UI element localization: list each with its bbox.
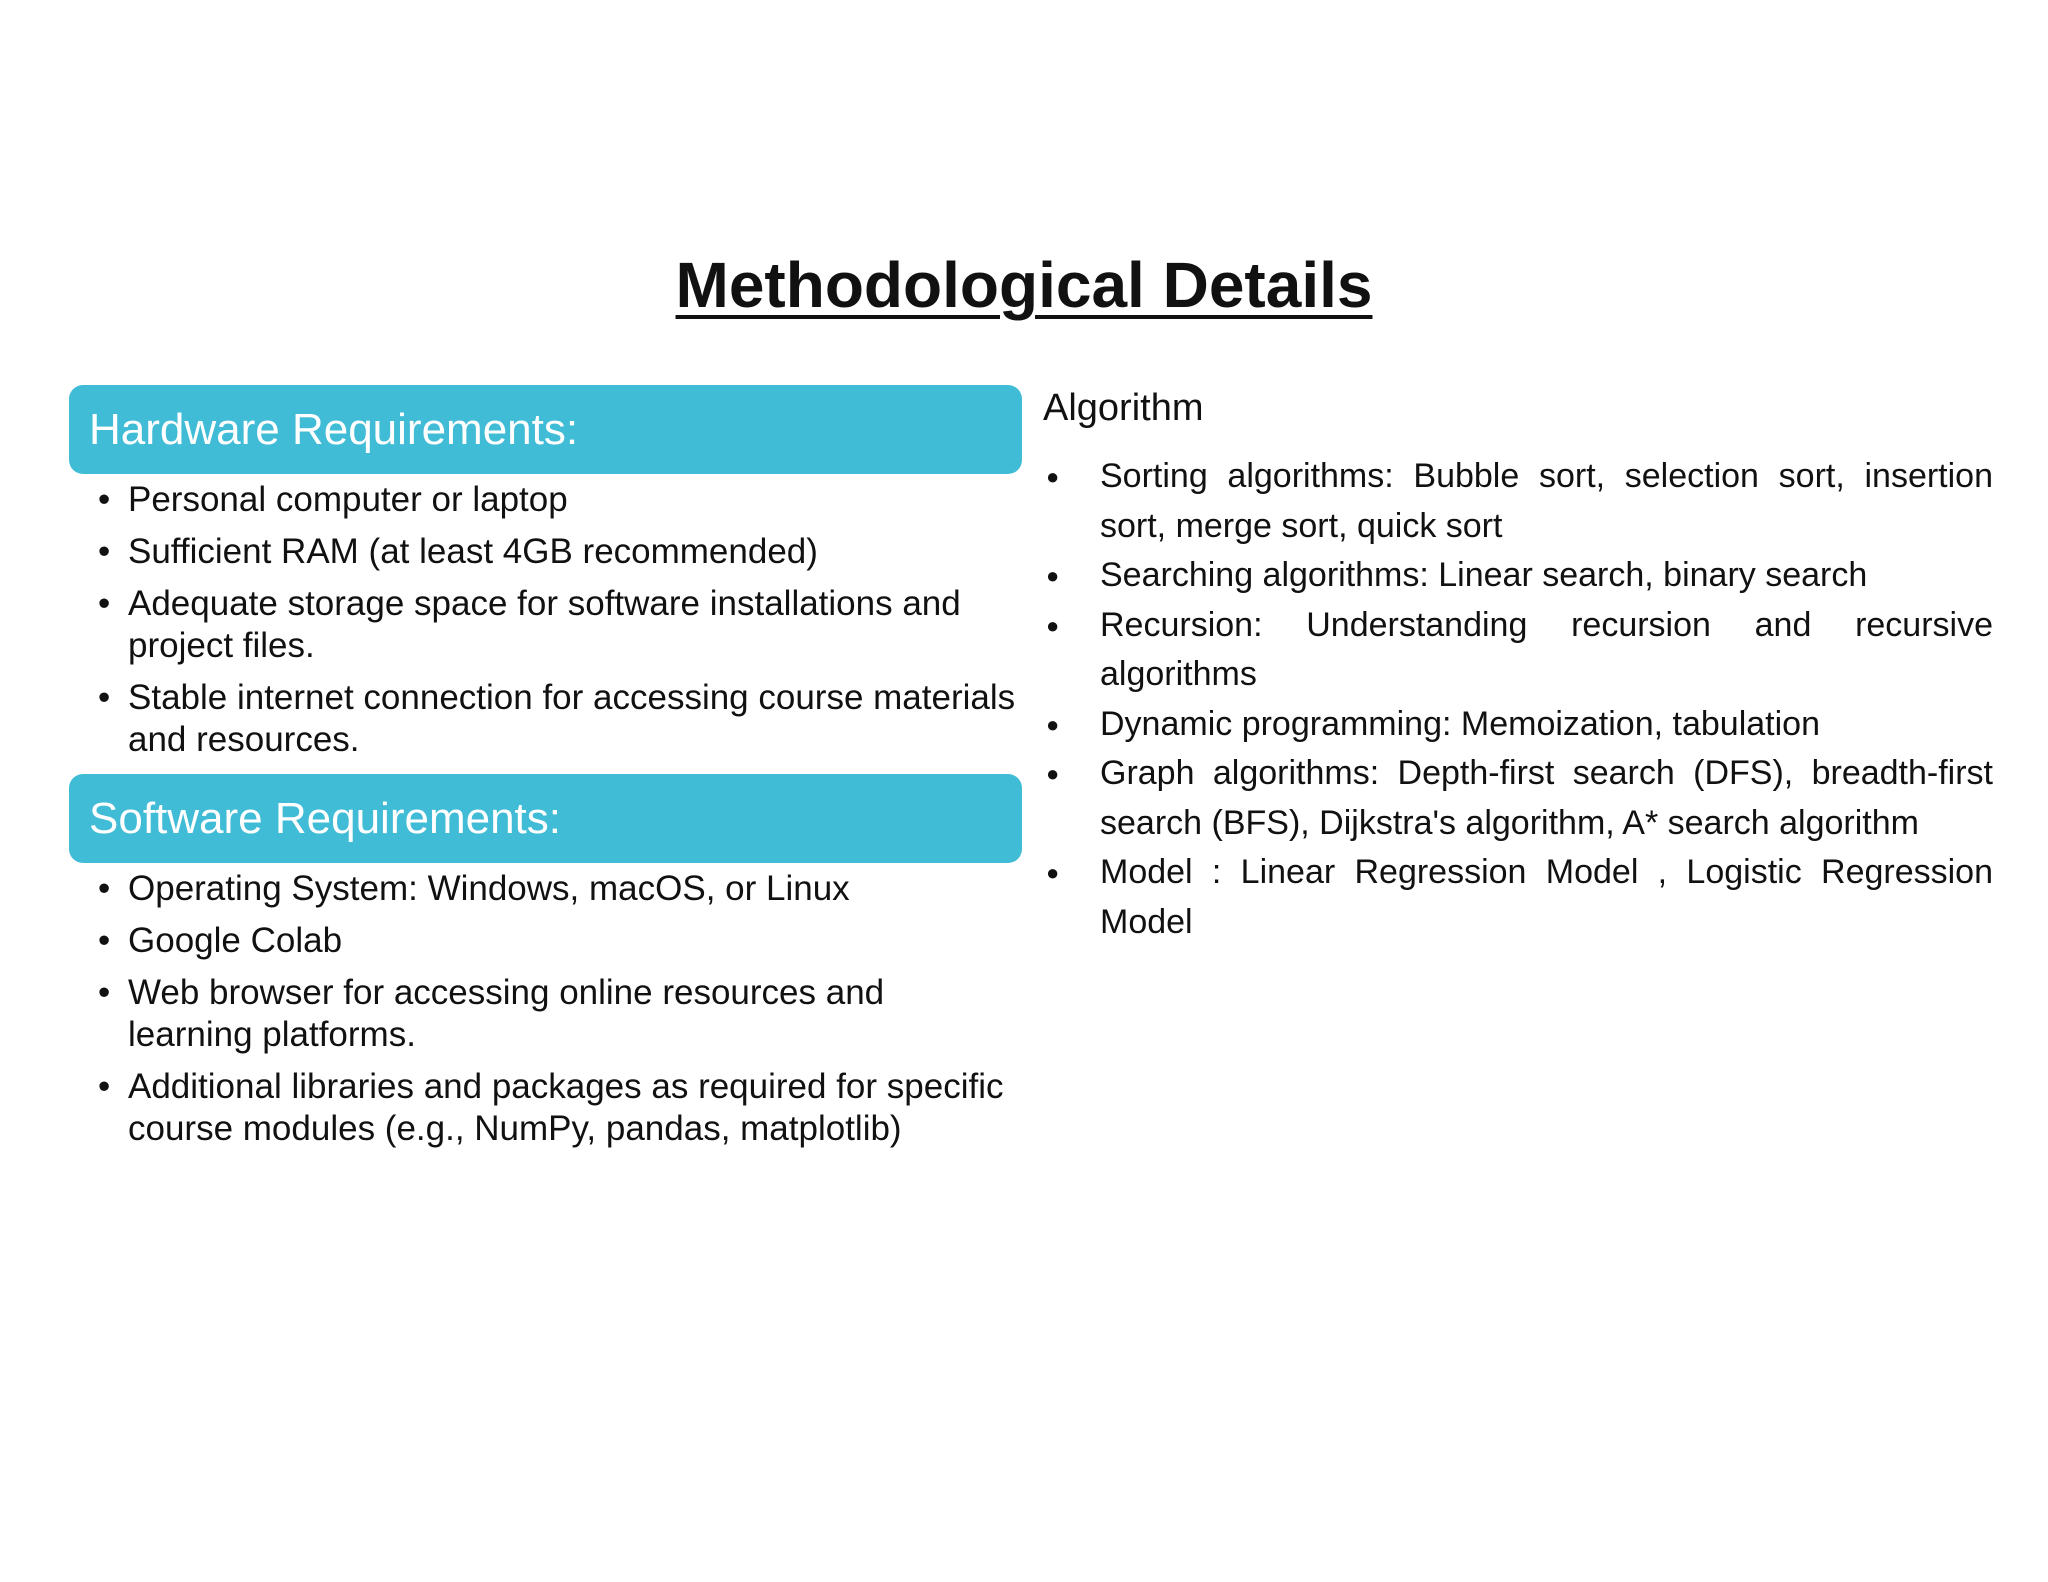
list-item: ● Dynamic programming: Memoization, tabulation <box>1043 700 1993 750</box>
list-item: • Personal computer or laptop <box>96 479 1016 521</box>
algorithm-list <box>1043 452 1993 947</box>
page-title: Methodological Details <box>675 249 1373 321</box>
list-item: • Stable internet connection for accessing course materials and resources. <box>96 677 1016 761</box>
hardware-requirements-header <box>69 385 1022 474</box>
list-item: ● Sorting algorithms: Bubble sort, selection sort, insertion sort, merge sort, quick sort <box>1043 452 1993 551</box>
software-requirements-heading: Software Requirements: <box>89 793 561 843</box>
list-item: • Additional libraries and packages as required for specific course modules (e.g., NumPy, pandas, matplotlib) <box>96 1066 1016 1150</box>
list-item: ● Searching algorithms: Linear search, binary search <box>1043 551 1993 601</box>
list-item: ● Recursion: Understanding recursion and recursive algorithms <box>1043 601 1993 700</box>
list-item: • Web browser for accessing online resources and learning platforms. <box>96 972 1016 1056</box>
list-item: • Adequate storage space for software installations and project files. <box>96 583 1016 667</box>
hardware-requirements-list <box>96 479 1016 771</box>
software-requirements-header <box>69 774 1022 863</box>
algorithm-heading: Algorithm <box>1043 387 1204 429</box>
list-item: • Sufficient RAM (at least 4GB recommended) <box>96 531 1016 573</box>
list-item: ● Graph algorithms: Depth-first search (DFS), breadth-first search (BFS), Dijkstra's algorithm, A* search algorithm <box>1043 749 1993 848</box>
list-item: • Google Colab <box>96 920 1016 962</box>
hardware-requirements-heading: Hardware Requirements: <box>89 404 579 454</box>
list-item: ● Model : Linear Regression Model , Logistic Regression Model <box>1043 848 1993 947</box>
software-requirements-list <box>96 868 1016 1160</box>
list-item: • Operating System: Windows, macOS, or Linux <box>96 868 1016 910</box>
